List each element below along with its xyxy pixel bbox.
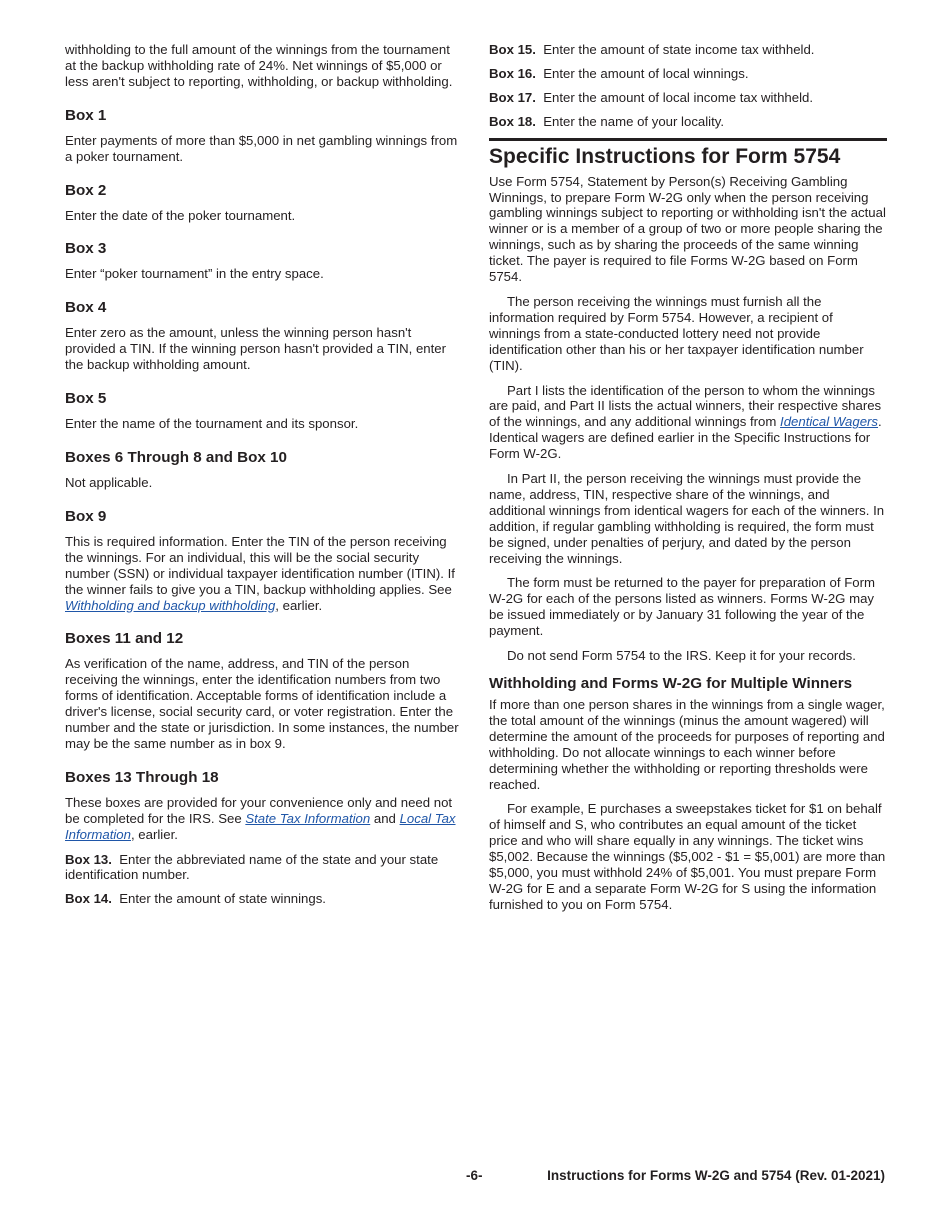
box17-line xyxy=(489,90,887,106)
form5754-p2: The person receiving the winnings must furnish all the information required by Form 5754. However, a recipient of winnings from a state-conducted lottery need not provide identification other than his or her taxpayer identification number (TIN). xyxy=(489,293,864,373)
box2-heading: Box 2 xyxy=(65,181,107,199)
boxes6-text: Not applicable. xyxy=(65,474,153,490)
box9-text: This is required information. Enter the TIN of the person receiving the winnings. For an individual, this will be the social security number (SSN) or individual taxpayer identification number (ITIN). If the winner fails to give you a TIN, backup withholding applies. See xyxy=(65,533,455,597)
form5754-p3 xyxy=(489,383,887,463)
box18-text: Enter the name of your locality. xyxy=(543,113,725,129)
box5-heading: Box 5 xyxy=(65,390,107,408)
box1-heading: Box 1 xyxy=(65,106,107,124)
right-column xyxy=(489,42,887,922)
form5754-p4: In Part II, the person receiving the winnings must provide the name, address, TIN, respective share of the winnings, and additional winnings from identical wagers for each of the winners. In addition, if regular gambling withholding is required, the form must be signed, under penalties of perjury, and dated by the person receiving the winnings. xyxy=(489,471,885,566)
boxes13-text: These boxes are provided for your convenience only and need not be completed for the IRS. See xyxy=(65,794,453,826)
box17-label: Box 17. xyxy=(489,89,536,105)
boxes11-text: As verification of the name, address, and TIN of the person receiving the winnings, enter the identification numbers from two forms of identification. Acceptable forms of identification include a driver's license, social security card, or voter registration. Enter the number and the state or jurisdiction. In some instances, the number may be the same number as in box 9. xyxy=(65,656,459,751)
box18-label: Box 18. xyxy=(489,113,536,129)
box15-label: Box 15. xyxy=(489,42,536,57)
multiple-winners-p1: If more than one person shares in the winnings from a single wager, the total amount of the winnings (minus the amount wagered) will determine the amount of the proceeds for purposes of reporting and withholding. Do not allocate winnings to each winner before determining whether the withholding or reporting thresholds were reached. xyxy=(489,697,885,792)
box9-heading: Box 9 xyxy=(65,507,107,525)
box4-text: Enter zero as the amount, unless the winning person hasn't provided a TIN. If the winning person hasn't provided a TIN, enter the backup withholding amount. xyxy=(65,325,447,373)
box2-text: Enter the date of the poker tournament. xyxy=(65,207,296,223)
box14-label: Box 14. xyxy=(65,891,112,907)
box3-heading: Box 3 xyxy=(65,240,107,258)
box17-text: Enter the amount of local income tax withheld. xyxy=(543,89,814,105)
form5754-p6: Do not send Form 5754 to the IRS. Keep it for your records. xyxy=(507,648,856,664)
p3-after: . Identical wagers are defined earlier in the Specific Instructions for Form W-2G. xyxy=(489,414,882,462)
box9-paragraph xyxy=(65,534,461,614)
box16-line xyxy=(489,66,887,82)
box3-text: Enter “poker tournament” in the entry space. xyxy=(65,266,324,282)
box15-line xyxy=(489,42,887,58)
box13-line xyxy=(65,852,461,884)
box9-after: , earlier. xyxy=(275,597,323,613)
box13-text: Enter the abbreviated name of the state and your state identification number. xyxy=(65,851,439,883)
multiple-winners-heading: Withholding and Forms W-2G for Multiple Winners xyxy=(489,675,853,692)
box13-label: Box 13. xyxy=(65,851,112,867)
boxes6-heading: Boxes 6 Through 8 and Box 10 xyxy=(65,448,287,466)
box14-line xyxy=(65,891,461,907)
section-title: Specific Instructions for Form 5754 xyxy=(489,138,887,169)
boxes13-mid: and xyxy=(370,810,400,826)
box16-text: Enter the amount of local winnings. xyxy=(543,65,749,81)
intro-paragraph: withholding to the full amount of the winnings from the tournament at the backup withholding rate of 24%. Net winnings of $5,000 or less aren't subject to reporting, withholding, or backup withholding. xyxy=(65,42,453,89)
footer-title: Instructions for Forms W-2G and 5754 (Rev. 01-2021) xyxy=(547,1168,885,1183)
p3-text: Part I lists the identification of the person to whom the winnings are paid, and Part II lists the actual winners, their respective shares of the winnings, and any additional winnings from xyxy=(489,382,882,430)
state-tax-link[interactable]: State Tax Information xyxy=(245,810,371,826)
form5754-p1: Use Form 5754, Statement by Person(s) Receiving Gambling Winnings, to prepare Form W-2G only when the person receiving gambling winnings subject to reporting or withholding isn't the actual winner or is a member of a group of two or more people sharing the winnings, such as by sharing the proceeds of the same winning ticket. The payer is required to file Forms W-2G based on Form 5754. xyxy=(489,173,886,285)
box16-label: Box 16. xyxy=(489,65,536,81)
multiple-winners-p2: For example, E purchases a sweepstakes ticket for $1 on behalf of himself and S, who contributes an equal amount of the ticket price and who will share equally in any winnings. The ticket wins $5,002. Because the winnings ($5,002 - $1 = $5,001) are more than $5,000, you must withhold 24% of $5,001. You must prepare Form W-2G for E and a separate Form W-2G for S using the information furnished to you on Form 5754. xyxy=(489,801,886,912)
box14-text: Enter the amount of state winnings. xyxy=(119,891,326,907)
identical-wagers-link[interactable]: Identical Wagers xyxy=(780,414,879,430)
local-tax-link[interactable]: Local Tax Information xyxy=(65,810,456,842)
box5-text: Enter the name of the tournament and its sponsor. xyxy=(65,416,359,432)
form5754-p5: The form must be returned to the payer for preparation of Form W-2G for each of the persons listed as winners. Forms W-2G may be issued immediately or by January 31 following the year of the payment. xyxy=(489,575,875,639)
withholding-link[interactable]: Withholding and backup withholding xyxy=(65,597,276,613)
box1-text: Enter payments of more than $5,000 in net gambling winnings from a poker tournament. xyxy=(65,132,458,164)
box18-line xyxy=(489,114,887,130)
boxes13-paragraph xyxy=(65,795,461,843)
page-footer xyxy=(65,1168,885,1186)
boxes13-heading: Boxes 13 Through 18 xyxy=(65,768,219,786)
page-number: -6- xyxy=(466,1168,483,1183)
box15-text: Enter the amount of state income tax withheld. xyxy=(543,42,815,57)
left-column xyxy=(65,42,461,915)
boxes11-heading: Boxes 11 and 12 xyxy=(65,630,184,648)
boxes13-after: , earlier. xyxy=(130,826,178,842)
box4-heading: Box 4 xyxy=(65,299,107,317)
